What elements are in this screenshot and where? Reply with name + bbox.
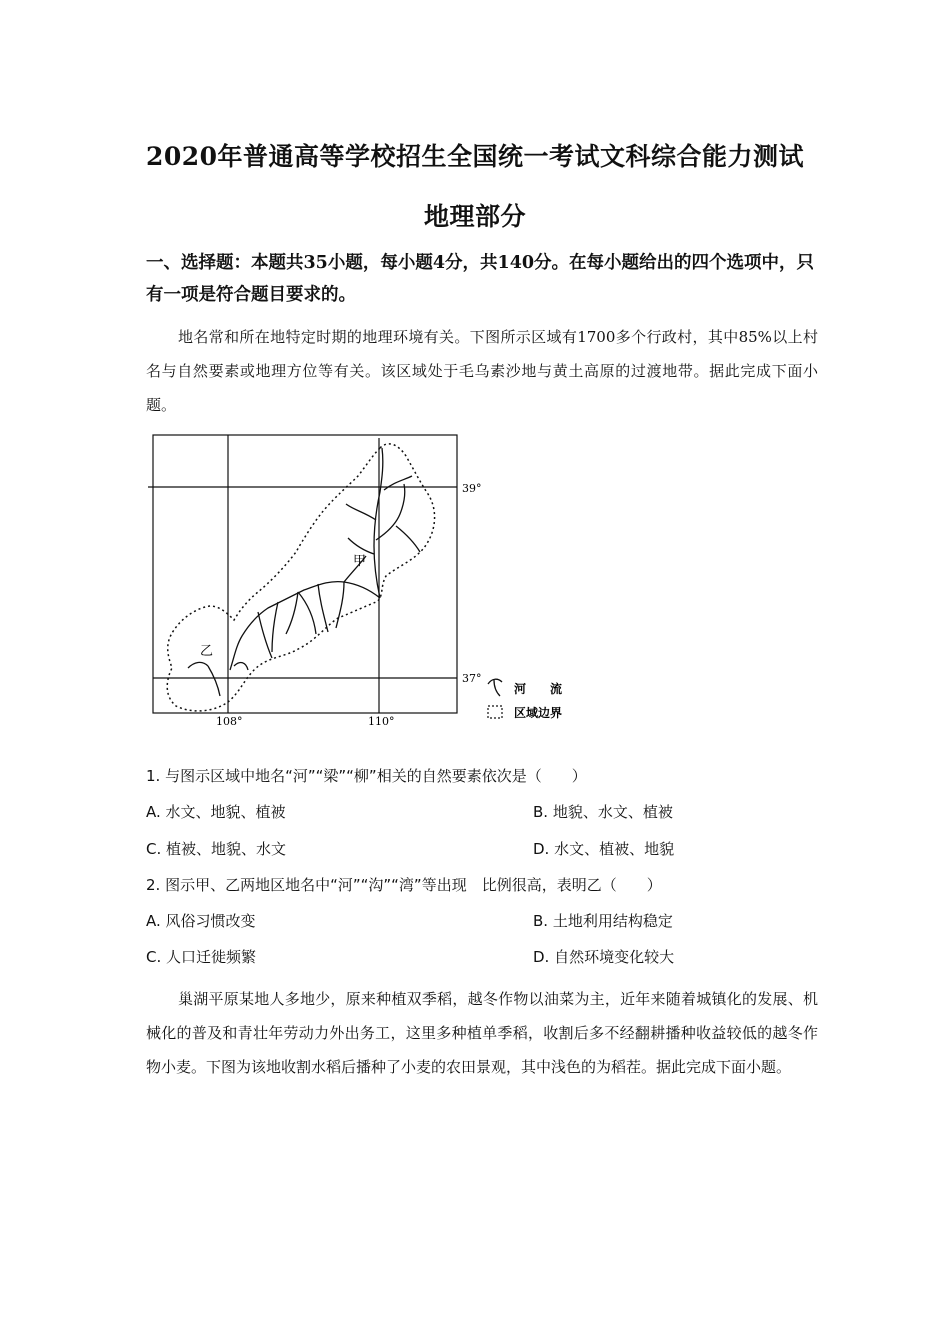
- label-yi: 乙: [200, 644, 214, 659]
- section-heading: 一、选择题：本题共35小题，每小题4分，共140分。在每小题给出的四个选项中，只有一项是符合题目要求的。: [146, 253, 815, 305]
- lat-37-label: 37°: [462, 672, 482, 685]
- lon-110-label: 110°: [368, 715, 395, 728]
- question-2-option-c[interactable]: C. 人口迁徙频繁: [146, 948, 257, 966]
- label-jia: 甲: [353, 554, 367, 569]
- map-legend: [488, 679, 562, 720]
- lat-39-label: 39°: [462, 482, 482, 495]
- passage-2: 巢湖平原某地人多地少，原来种植双季稻，越冬作物以油菜为主，近年来随着城镇化的发展、机械化的普及和青壮年劳动力外出务工，这里多种植单季稻，收割后多不经翻耕播种收益较低的越冬作物小麦。下图为该地收割水稻后播种了小麦的农田景观，其中浅色的为稻茬。据此完成下面小题。: [146, 990, 818, 1076]
- question-2-option-a[interactable]: A. 风俗习惯改变: [146, 912, 256, 930]
- question-1-option-d[interactable]: D. 水文、植被、地貌: [533, 840, 675, 858]
- question-2-option-b[interactable]: B. 土地利用结构稳定: [533, 912, 673, 930]
- question-1-option-a[interactable]: A. 水文、地貌、植被: [146, 803, 286, 821]
- question-2-stem: 2. 图示甲、乙两地区地名中“河”“沟”“湾”等出现 比例很高，表明乙（ ）: [146, 876, 662, 894]
- question-2-option-d[interactable]: D. 自然环境变化较大: [533, 948, 675, 966]
- region-map: [148, 430, 588, 730]
- passage-1: 地名常和所在地特定时期的地理环境有关。下图所示区域有1700多个行政村，其中85%以上村名与自然要素或地理方位等有关。该区域处于毛乌素沙地与黄土高原的过渡地带。据此完成下面小题。: [146, 328, 818, 414]
- boundary-legend-icon: [488, 706, 502, 718]
- exam-title: 2020年普通高等学校招生全国统一考试文科综合能力测试: [145, 142, 805, 171]
- river-network: [188, 448, 420, 696]
- legend-river-label: 河 流: [514, 682, 563, 696]
- question-1-stem: 1. 与图示区域中地名“河”“梁”“柳”相关的自然要素依次是（ ）: [146, 767, 587, 785]
- question-1-option-b[interactable]: B. 地貌、水文、植被: [533, 803, 673, 821]
- question-1-option-c[interactable]: C. 植被、地貌、水文: [146, 840, 287, 858]
- legend-boundary-label: 区域边界: [514, 706, 563, 720]
- lon-108-label: 108°: [216, 715, 243, 728]
- river-legend-icon: [488, 679, 502, 696]
- exam-subtitle: 地理部分: [423, 202, 526, 231]
